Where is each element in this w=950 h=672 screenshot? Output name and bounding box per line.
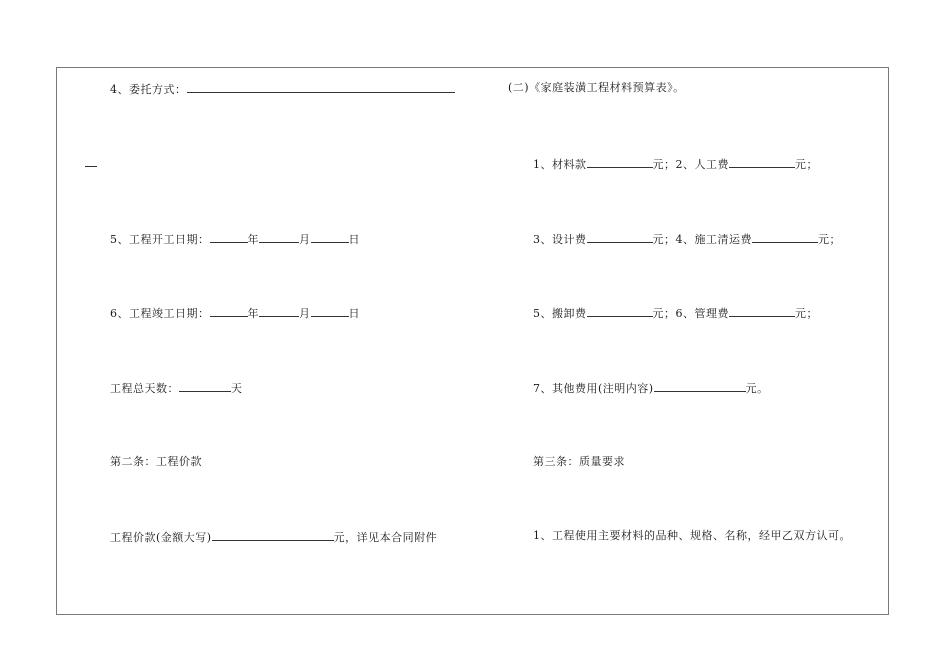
total-days-blank[interactable] (179, 380, 231, 392)
handling-fee-unit: 元； (652, 307, 676, 320)
start-date-line (110, 231, 360, 247)
price-suffix: 元，详见本合同附件 (333, 531, 438, 544)
start-day-blank[interactable] (311, 231, 349, 243)
management-fee-unit: 元； (795, 307, 818, 320)
stray-underline-mark (85, 166, 97, 167)
finish-month-unit: 月 (299, 307, 311, 320)
labor-fee-blank[interactable] (729, 156, 795, 168)
start-month-blank[interactable] (259, 231, 299, 243)
finish-year-unit: 年 (247, 307, 259, 320)
labor-fee-label: 2、人工费 (675, 158, 729, 171)
handling-fee-blank[interactable] (587, 305, 653, 317)
fees-row-1 (533, 156, 818, 172)
other-fee-blank[interactable] (654, 380, 746, 392)
total-days-line (110, 380, 243, 396)
article-2-heading: 第二条：工程价款 (110, 455, 202, 468)
cleanup-fee-label: 4、施工清运费 (675, 233, 752, 246)
labor-fee-unit: 元； (795, 158, 818, 171)
fees-row-2 (533, 231, 841, 247)
handling-fee-label: 5、搬卸费 (533, 307, 587, 320)
material-fee-label: 1、材料款 (533, 158, 587, 171)
design-fee-unit: 元； (652, 233, 676, 246)
price-blank[interactable] (212, 529, 334, 541)
management-fee-blank[interactable] (729, 305, 795, 317)
management-fee-label: 6、管理费 (675, 307, 729, 320)
start-year-blank[interactable] (210, 231, 248, 243)
finish-month-blank[interactable] (259, 305, 299, 317)
price-label: 工程价款(金额大写) (110, 531, 212, 544)
cleanup-fee-blank[interactable] (752, 231, 818, 243)
other-fee-unit: 元。 (745, 382, 769, 395)
design-fee-label: 3、设计费 (533, 233, 587, 246)
total-days-label: 工程总天数： (110, 382, 179, 395)
finish-day-unit: 日 (348, 307, 360, 320)
start-date-label: 5、工程开工日期： (110, 233, 210, 246)
entrust-method-blank[interactable] (187, 81, 455, 93)
total-days-unit: 天 (231, 382, 243, 395)
finish-day-blank[interactable] (311, 305, 349, 317)
entrust-method-line (110, 81, 455, 97)
entrust-method-label: 4、委托方式： (110, 83, 187, 96)
design-fee-blank[interactable] (587, 231, 653, 243)
other-fee-label: 7、其他费用(注明内容) (533, 382, 654, 395)
article-3-heading: 第三条：质量要求 (533, 455, 625, 468)
material-fee-blank[interactable] (587, 156, 653, 168)
fees-row-3 (533, 305, 818, 321)
cleanup-fee-unit: 元； (818, 233, 841, 246)
start-month-unit: 月 (299, 233, 311, 246)
material-fee-unit: 元； (652, 158, 676, 171)
start-day-unit: 日 (348, 233, 360, 246)
finish-date-line (110, 305, 360, 321)
finish-date-label: 6、工程竣工日期： (110, 307, 210, 320)
fees-row-4 (533, 380, 769, 396)
finish-year-blank[interactable] (210, 305, 248, 317)
price-line (110, 529, 437, 545)
quality-clause-1: 1、工程使用主要材料的品种、规格、名称，经甲乙双方认可。 (533, 529, 851, 542)
start-year-unit: 年 (247, 233, 259, 246)
attachment-title: (二)《家庭装潢工程材料预算表》。 (508, 81, 685, 94)
